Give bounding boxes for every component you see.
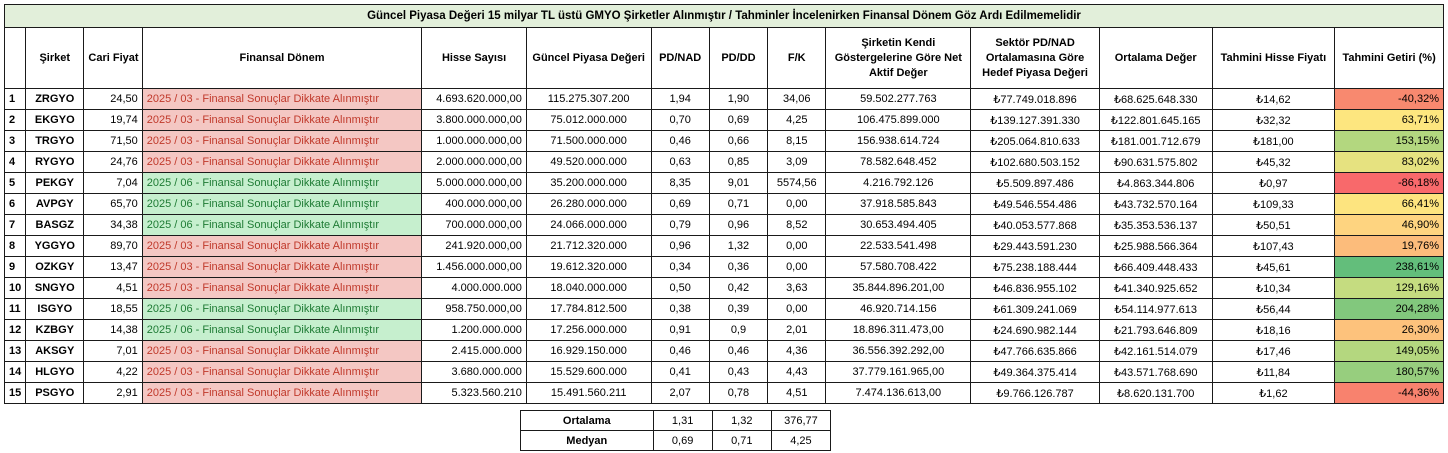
cell-hedef-piyasa-degeri: ₺29.443.591.230 — [971, 236, 1100, 257]
cell-sirket: ZRGYO — [26, 89, 84, 110]
cell-ortalama-deger: ₺25.988.566.364 — [1099, 236, 1212, 257]
cell-cari-fiyat: 71,50 — [84, 131, 142, 152]
table-row — [5, 236, 1444, 257]
cell-tahmini-getiri: 149,05% — [1335, 341, 1444, 362]
cell-hedef-piyasa-degeri: ₺102.680.503.152 — [971, 152, 1100, 173]
cell-fk: 3,09 — [768, 152, 826, 173]
cell-pd-dd: 0,78 — [709, 383, 767, 404]
cell-piyasa-degeri: 18.040.000.000 — [526, 278, 651, 299]
cell-hisse-sayisi: 2.415.000.000 — [422, 341, 527, 362]
header-cari-fiyat: Cari Fiyat — [84, 28, 142, 89]
cell-cari-fiyat: 34,38 — [84, 215, 142, 236]
cell-sirket: SNGYO — [26, 278, 84, 299]
cell-pd-dd: 0,85 — [709, 152, 767, 173]
cell-net-aktif-deger: 57.580.708.422 — [826, 257, 971, 278]
cell-net-aktif-deger: 156.938.614.724 — [826, 131, 971, 152]
cell-hisse-sayisi: 958.750.000,00 — [422, 299, 527, 320]
cell-hedef-piyasa-degeri: ₺77.749.018.896 — [971, 89, 1100, 110]
cell-piyasa-degeri: 17.256.000.000 — [526, 320, 651, 341]
cell-net-aktif-deger: 4.216.792.126 — [826, 173, 971, 194]
cell-tahmini-fiyat: ₺14,62 — [1212, 89, 1335, 110]
cell-hisse-sayisi: 3.800.000.000,00 — [422, 110, 527, 131]
cell-tahmini-fiyat: ₺10,34 — [1212, 278, 1335, 299]
cell-net-aktif-deger: 78.582.648.452 — [826, 152, 971, 173]
cell-tahmini-fiyat: ₺32,32 — [1212, 110, 1335, 131]
cell-piyasa-degeri: 19.612.320.000 — [526, 257, 651, 278]
cell-ortalama-deger: ₺43.571.768.690 — [1099, 362, 1212, 383]
summary-pd-dd: 1,32 — [712, 411, 771, 431]
row-index: 7 — [5, 215, 26, 236]
cell-pd-dd: 1,32 — [709, 236, 767, 257]
cell-piyasa-degeri: 21.712.320.000 — [526, 236, 651, 257]
header-sirket: Şirket — [26, 28, 84, 89]
cell-net-aktif-deger: 46.920.714.156 — [826, 299, 971, 320]
cell-finansal-donem: 2025 / 03 - Finansal Sonuçlar Dikkate Alınmıştır — [142, 110, 422, 131]
cell-net-aktif-deger: 30.653.494.405 — [826, 215, 971, 236]
cell-tahmini-fiyat: ₺45,61 — [1212, 257, 1335, 278]
summary-table — [520, 410, 831, 451]
cell-pd-dd: 0,39 — [709, 299, 767, 320]
cell-sirket: OZKGY — [26, 257, 84, 278]
cell-pd-nad: 1,94 — [651, 89, 709, 110]
cell-net-aktif-deger: 35.844.896.201,00 — [826, 278, 971, 299]
cell-pd-nad: 0,50 — [651, 278, 709, 299]
cell-piyasa-degeri: 71.500.000.000 — [526, 131, 651, 152]
cell-sirket: HLGYO — [26, 362, 84, 383]
cell-finansal-donem: 2025 / 06 - Finansal Sonuçlar Dikkate Alınmıştır — [142, 173, 422, 194]
cell-hisse-sayisi: 400.000.000,00 — [422, 194, 527, 215]
cell-tahmini-getiri: -40,32% — [1335, 89, 1444, 110]
cell-hisse-sayisi: 4.000.000.000 — [422, 278, 527, 299]
table-row — [5, 89, 1444, 110]
cell-tahmini-getiri: 83,02% — [1335, 152, 1444, 173]
cell-hedef-piyasa-degeri: ₺5.509.897.486 — [971, 173, 1100, 194]
cell-cari-fiyat: 7,04 — [84, 173, 142, 194]
cell-cari-fiyat: 18,55 — [84, 299, 142, 320]
cell-sirket: EKGYO — [26, 110, 84, 131]
header-net-aktif-deger: Şirketin Kendi Göstergelerine Göre Net Aktif Değer — [826, 28, 971, 89]
cell-ortalama-deger: ₺4.863.344.806 — [1099, 173, 1212, 194]
table-row — [5, 173, 1444, 194]
cell-piyasa-degeri: 35.200.000.000 — [526, 173, 651, 194]
table-row — [5, 152, 1444, 173]
cell-hisse-sayisi: 4.693.620.000,00 — [422, 89, 527, 110]
header-pd-nad: PD/NAD — [651, 28, 709, 89]
cell-tahmini-getiri: 26,30% — [1335, 320, 1444, 341]
cell-pd-nad: 0,63 — [651, 152, 709, 173]
cell-ortalama-deger: ₺122.801.645.165 — [1099, 110, 1212, 131]
cell-cari-fiyat: 65,70 — [84, 194, 142, 215]
row-index: 12 — [5, 320, 26, 341]
cell-fk: 3,63 — [768, 278, 826, 299]
table-row — [5, 278, 1444, 299]
cell-net-aktif-deger: 37.779.161.965,00 — [826, 362, 971, 383]
table-row — [5, 362, 1444, 383]
cell-tahmini-getiri: 66,41% — [1335, 194, 1444, 215]
table-title: Güncel Piyasa Değeri 15 milyar TL üstü GMYO Şirketler Alınmıştır / Tahminler İncelenirken Finansal Dönem Göz Ardı Edilmemelidir — [5, 5, 1444, 28]
cell-pd-nad: 2,07 — [651, 383, 709, 404]
cell-cari-fiyat: 89,70 — [84, 236, 142, 257]
cell-pd-nad: 0,79 — [651, 215, 709, 236]
cell-sirket: KZBGY — [26, 320, 84, 341]
header-row — [5, 28, 1444, 89]
cell-fk: 2,01 — [768, 320, 826, 341]
cell-finansal-donem: 2025 / 03 - Finansal Sonuçlar Dikkate Alınmıştır — [142, 362, 422, 383]
cell-hedef-piyasa-degeri: ₺49.546.554.486 — [971, 194, 1100, 215]
cell-ortalama-deger: ₺66.409.448.433 — [1099, 257, 1212, 278]
cell-ortalama-deger: ₺54.114.977.613 — [1099, 299, 1212, 320]
cell-pd-nad: 0,96 — [651, 236, 709, 257]
cell-hisse-sayisi: 700.000.000,00 — [422, 215, 527, 236]
cell-tahmini-fiyat: ₺56,44 — [1212, 299, 1335, 320]
cell-finansal-donem: 2025 / 03 - Finansal Sonuçlar Dikkate Alınmıştır — [142, 383, 422, 404]
header-tahmini-getiri: Tahmini Getiri (%) — [1335, 28, 1444, 89]
cell-pd-nad: 0,46 — [651, 131, 709, 152]
cell-hedef-piyasa-degeri: ₺75.238.188.444 — [971, 257, 1100, 278]
row-index: 1 — [5, 89, 26, 110]
header-tahmini-fiyat: Tahmini Hisse Fiyatı — [1212, 28, 1335, 89]
cell-ortalama-deger: ₺21.793.646.809 — [1099, 320, 1212, 341]
row-index: 9 — [5, 257, 26, 278]
table-row — [5, 257, 1444, 278]
cell-tahmini-getiri: 153,15% — [1335, 131, 1444, 152]
cell-tahmini-getiri: -86,18% — [1335, 173, 1444, 194]
cell-fk: 34,06 — [768, 89, 826, 110]
header-piyasa-degeri: Güncel Piyasa Değeri — [526, 28, 651, 89]
cell-cari-fiyat: 14,38 — [84, 320, 142, 341]
summary-fk: 4,25 — [771, 431, 830, 451]
cell-hedef-piyasa-degeri: ₺49.364.375.414 — [971, 362, 1100, 383]
cell-tahmini-getiri: 129,16% — [1335, 278, 1444, 299]
row-index: 10 — [5, 278, 26, 299]
cell-piyasa-degeri: 24.066.000.000 — [526, 215, 651, 236]
row-index: 4 — [5, 152, 26, 173]
cell-ortalama-deger: ₺181.001.712.679 — [1099, 131, 1212, 152]
cell-pd-nad: 0,46 — [651, 341, 709, 362]
cell-ortalama-deger: ₺8.620.131.700 — [1099, 383, 1212, 404]
cell-fk: 8,52 — [768, 215, 826, 236]
cell-piyasa-degeri: 15.491.560.211 — [526, 383, 651, 404]
cell-piyasa-degeri: 115.275.307.200 — [526, 89, 651, 110]
row-index: 2 — [5, 110, 26, 131]
cell-net-aktif-deger: 7.474.136.613,00 — [826, 383, 971, 404]
cell-cari-fiyat: 13,47 — [84, 257, 142, 278]
cell-tahmini-getiri: 180,57% — [1335, 362, 1444, 383]
cell-net-aktif-deger: 18.896.311.473,00 — [826, 320, 971, 341]
cell-tahmini-getiri: 63,71% — [1335, 110, 1444, 131]
cell-cari-fiyat: 24,50 — [84, 89, 142, 110]
cell-hedef-piyasa-degeri: ₺205.064.810.633 — [971, 131, 1100, 152]
cell-hedef-piyasa-degeri: ₺47.766.635.866 — [971, 341, 1100, 362]
cell-tahmini-fiyat: ₺109,33 — [1212, 194, 1335, 215]
table-row — [5, 215, 1444, 236]
cell-pd-dd: 0,43 — [709, 362, 767, 383]
cell-tahmini-fiyat: ₺1,62 — [1212, 383, 1335, 404]
cell-hisse-sayisi: 3.680.000.000 — [422, 362, 527, 383]
cell-finansal-donem: 2025 / 03 - Finansal Sonuçlar Dikkate Alınmıştır — [142, 257, 422, 278]
cell-cari-fiyat: 24,76 — [84, 152, 142, 173]
cell-hedef-piyasa-degeri: ₺24.690.982.144 — [971, 320, 1100, 341]
cell-pd-nad: 0,34 — [651, 257, 709, 278]
cell-piyasa-degeri: 17.784.812.500 — [526, 299, 651, 320]
cell-tahmini-getiri: -44,36% — [1335, 383, 1444, 404]
header-idx — [5, 28, 26, 89]
gmyo-table — [4, 4, 1444, 404]
cell-hisse-sayisi: 1.000.000.000,00 — [422, 131, 527, 152]
table-row — [5, 341, 1444, 362]
table-row — [5, 320, 1444, 341]
cell-pd-dd: 0,36 — [709, 257, 767, 278]
cell-pd-dd: 0,9 — [709, 320, 767, 341]
header-finansal-donem: Finansal Dönem — [142, 28, 422, 89]
cell-fk: 4,25 — [768, 110, 826, 131]
cell-tahmini-getiri: 238,61% — [1335, 257, 1444, 278]
cell-pd-dd: 0,69 — [709, 110, 767, 131]
cell-pd-nad: 0,69 — [651, 194, 709, 215]
cell-sirket: PSGYO — [26, 383, 84, 404]
summary-label: Ortalama — [521, 411, 654, 431]
cell-tahmini-fiyat: ₺11,84 — [1212, 362, 1335, 383]
summary-row-ortalama — [521, 411, 831, 431]
cell-piyasa-degeri: 75.012.000.000 — [526, 110, 651, 131]
table-row — [5, 383, 1444, 404]
cell-pd-nad: 0,41 — [651, 362, 709, 383]
summary-pd-nad: 0,69 — [653, 431, 712, 451]
cell-piyasa-degeri: 15.529.600.000 — [526, 362, 651, 383]
cell-piyasa-degeri: 16.929.150.000 — [526, 341, 651, 362]
cell-pd-nad: 0,70 — [651, 110, 709, 131]
row-index: 15 — [5, 383, 26, 404]
cell-ortalama-deger: ₺68.625.648.330 — [1099, 89, 1212, 110]
cell-finansal-donem: 2025 / 03 - Finansal Sonuçlar Dikkate Alınmıştır — [142, 152, 422, 173]
cell-tahmini-fiyat: ₺18,16 — [1212, 320, 1335, 341]
cell-hisse-sayisi: 2.000.000.000,00 — [422, 152, 527, 173]
cell-tahmini-getiri: 46,90% — [1335, 215, 1444, 236]
cell-tahmini-fiyat: ₺181,00 — [1212, 131, 1335, 152]
cell-ortalama-deger: ₺90.631.575.802 — [1099, 152, 1212, 173]
cell-finansal-donem: 2025 / 06 - Finansal Sonuçlar Dikkate Alınmıştır — [142, 299, 422, 320]
cell-piyasa-degeri: 26.280.000.000 — [526, 194, 651, 215]
cell-sirket: BASGZ — [26, 215, 84, 236]
cell-tahmini-getiri: 19,76% — [1335, 236, 1444, 257]
row-index: 3 — [5, 131, 26, 152]
row-index: 6 — [5, 194, 26, 215]
cell-cari-fiyat: 2,91 — [84, 383, 142, 404]
cell-finansal-donem: 2025 / 03 - Finansal Sonuçlar Dikkate Alınmıştır — [142, 131, 422, 152]
cell-net-aktif-deger: 59.502.277.763 — [826, 89, 971, 110]
cell-piyasa-degeri: 49.520.000.000 — [526, 152, 651, 173]
table-row — [5, 110, 1444, 131]
cell-sirket: ISGYO — [26, 299, 84, 320]
cell-sirket: YGGYO — [26, 236, 84, 257]
cell-fk: 4,43 — [768, 362, 826, 383]
summary-fk: 376,77 — [771, 411, 830, 431]
cell-sirket: AKSGY — [26, 341, 84, 362]
cell-sirket: AVPGY — [26, 194, 84, 215]
cell-hisse-sayisi: 1.200.000.000 — [422, 320, 527, 341]
row-index: 8 — [5, 236, 26, 257]
cell-ortalama-deger: ₺42.161.514.079 — [1099, 341, 1212, 362]
row-index: 14 — [5, 362, 26, 383]
cell-fk: 4,36 — [768, 341, 826, 362]
cell-net-aktif-deger: 37.918.585.843 — [826, 194, 971, 215]
cell-net-aktif-deger: 36.556.392.292,00 — [826, 341, 971, 362]
cell-finansal-donem: 2025 / 03 - Finansal Sonuçlar Dikkate Alınmıştır — [142, 278, 422, 299]
header-pd-dd: PD/DD — [709, 28, 767, 89]
cell-hedef-piyasa-degeri: ₺139.127.391.330 — [971, 110, 1100, 131]
table-row — [5, 194, 1444, 215]
summary-row-medyan — [521, 431, 831, 451]
cell-finansal-donem: 2025 / 03 - Finansal Sonuçlar Dikkate Alınmıştır — [142, 341, 422, 362]
cell-fk: 4,51 — [768, 383, 826, 404]
cell-tahmini-fiyat: ₺0,97 — [1212, 173, 1335, 194]
header-ortalama-deger: Ortalama Değer — [1099, 28, 1212, 89]
cell-finansal-donem: 2025 / 03 - Finansal Sonuçlar Dikkate Alınmıştır — [142, 89, 422, 110]
cell-finansal-donem: 2025 / 06 - Finansal Sonuçlar Dikkate Alınmıştır — [142, 320, 422, 341]
cell-fk: 0,00 — [768, 257, 826, 278]
header-hedef-piyasa-degeri: Sektör PD/NAD Ortalamasına Göre Hedef Piyasa Değeri — [971, 28, 1100, 89]
header-hisse-sayisi: Hisse Sayısı — [422, 28, 527, 89]
cell-sirket: RYGYO — [26, 152, 84, 173]
cell-net-aktif-deger: 106.475.899.000 — [826, 110, 971, 131]
table-row — [5, 299, 1444, 320]
cell-fk: 5574,56 — [768, 173, 826, 194]
cell-fk: 0,00 — [768, 194, 826, 215]
summary-pd-dd: 0,71 — [712, 431, 771, 451]
cell-pd-dd: 1,90 — [709, 89, 767, 110]
cell-pd-dd: 0,66 — [709, 131, 767, 152]
cell-pd-dd: 0,71 — [709, 194, 767, 215]
cell-ortalama-deger: ₺35.353.536.137 — [1099, 215, 1212, 236]
cell-pd-dd: 0,96 — [709, 215, 767, 236]
cell-ortalama-deger: ₺41.340.925.652 — [1099, 278, 1212, 299]
cell-tahmini-fiyat: ₺107,43 — [1212, 236, 1335, 257]
cell-tahmini-fiyat: ₺45,32 — [1212, 152, 1335, 173]
cell-pd-nad: 8,35 — [651, 173, 709, 194]
cell-hisse-sayisi: 1.456.000.000,00 — [422, 257, 527, 278]
cell-pd-dd: 0,42 — [709, 278, 767, 299]
cell-pd-dd: 9,01 — [709, 173, 767, 194]
cell-tahmini-fiyat: ₺17,46 — [1212, 341, 1335, 362]
cell-hisse-sayisi: 5.000.000.000,00 — [422, 173, 527, 194]
cell-fk: 8,15 — [768, 131, 826, 152]
cell-cari-fiyat: 4,22 — [84, 362, 142, 383]
cell-hedef-piyasa-degeri: ₺9.766.126.787 — [971, 383, 1100, 404]
cell-hisse-sayisi: 241.920.000,00 — [422, 236, 527, 257]
row-index: 13 — [5, 341, 26, 362]
cell-tahmini-fiyat: ₺50,51 — [1212, 215, 1335, 236]
cell-pd-nad: 0,91 — [651, 320, 709, 341]
cell-hedef-piyasa-degeri: ₺46.836.955.102 — [971, 278, 1100, 299]
header-fk: F/K — [768, 28, 826, 89]
cell-hedef-piyasa-degeri: ₺40.053.577.868 — [971, 215, 1100, 236]
cell-pd-dd: 0,46 — [709, 341, 767, 362]
cell-fk: 0,00 — [768, 236, 826, 257]
cell-cari-fiyat: 19,74 — [84, 110, 142, 131]
cell-finansal-donem: 2025 / 03 - Finansal Sonuçlar Dikkate Alınmıştır — [142, 236, 422, 257]
cell-fk: 0,00 — [768, 299, 826, 320]
cell-cari-fiyat: 7,01 — [84, 341, 142, 362]
summary-label: Medyan — [521, 431, 654, 451]
row-index: 5 — [5, 173, 26, 194]
cell-net-aktif-deger: 22.533.541.498 — [826, 236, 971, 257]
cell-cari-fiyat: 4,51 — [84, 278, 142, 299]
cell-pd-nad: 0,38 — [651, 299, 709, 320]
cell-finansal-donem: 2025 / 06 - Finansal Sonuçlar Dikkate Alınmıştır — [142, 194, 422, 215]
summary-pd-nad: 1,31 — [653, 411, 712, 431]
cell-hedef-piyasa-degeri: ₺61.309.241.069 — [971, 299, 1100, 320]
cell-sirket: TRGYO — [26, 131, 84, 152]
table-row — [5, 131, 1444, 152]
cell-tahmini-getiri: 204,28% — [1335, 299, 1444, 320]
cell-sirket: PEKGY — [26, 173, 84, 194]
cell-finansal-donem: 2025 / 06 - Finansal Sonuçlar Dikkate Alınmıştır — [142, 215, 422, 236]
cell-ortalama-deger: ₺43.732.570.164 — [1099, 194, 1212, 215]
row-index: 11 — [5, 299, 26, 320]
cell-hisse-sayisi: 5.323.560.210 — [422, 383, 527, 404]
